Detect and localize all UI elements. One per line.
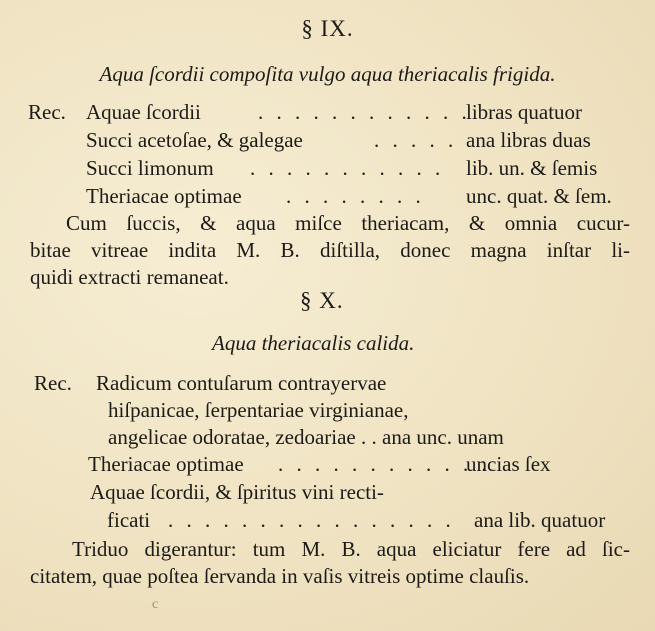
section-9-item-dots: . . . . . . . . [286,184,425,208]
section-10-item-dots: . . . . . . . . . . . . [278,452,491,476]
section-10-item-dots: . . . . . . . . . . . . . . . . [168,508,455,532]
section-9-rec-label: Rec. [28,100,66,124]
section-10-instructions-line: citatem, quae poſtea ſervanda in vaſis vitreis optime clauſis. [30,564,530,588]
section-9-instructions-line: Cum ſuccis, & aqua miſce theriacam, & omnia cucur- [66,211,630,235]
section-10-ingredient-line: Radicum contuſarum contrayervae [96,371,387,395]
section-9-title: Aqua ſcordii compoſita vulgo aqua theriacalis frigida. [99,62,556,86]
section-9-item-qty: ana libras duas [466,128,591,152]
section-9-item-dots: . . . . . [374,128,458,152]
page-mark: c [152,597,159,612]
section-9-item-name: Aquae ſcordii [86,100,201,124]
section-10-rec-label: Rec. [34,371,72,395]
section-9-instructions-line: quidi extracti remaneat. [30,265,229,289]
section-10-heading: § X. [300,288,344,313]
section-9-item-dots: . . . . . . . . . . . . [258,100,471,124]
section-9-item-qty: unc. quat. & ſem. [466,184,612,208]
section-9-instructions-line: bitae vitreae indita M. B. diſtilla, donec magna inſtar li- [30,238,630,262]
section-10-ingredient-line: angelicae odoratae, zedoariae . . ana unc. unam [108,425,504,449]
section-9-item-name: Succi acetoſae, & galegae [86,128,303,152]
section-10-item-qty: ana lib. quatuor [474,508,606,532]
section-9-item-name: Theriacae optimae [86,184,242,208]
section-10-title: Aqua theriacalis calida. [212,331,415,355]
section-9-item-qty: libras quatuor [466,100,583,124]
section-9-item-dots: . . . . . . . . . . . [250,156,445,180]
section-10-item-name: Theriacae optimae [88,452,244,476]
section-10-ingredient-line: Aquae ſcordii, & ſpiritus vini recti- [90,480,384,504]
section-9-item-qty: lib. un. & ſemis [466,156,598,180]
section-10-ingredient-line: hiſpanicae, ſerpentariae virginianae, [108,398,409,422]
section-10-item-qty: uncias ſex [466,452,551,476]
section-10-item-name: ficati [107,508,151,532]
section-10-instructions-line: Triduo digerantur: tum M. B. aqua eliciatur fere ad ſic- [72,537,630,561]
section-9-item-name: Succi limonum [86,156,214,180]
section-9-heading: § IX. [301,16,354,41]
